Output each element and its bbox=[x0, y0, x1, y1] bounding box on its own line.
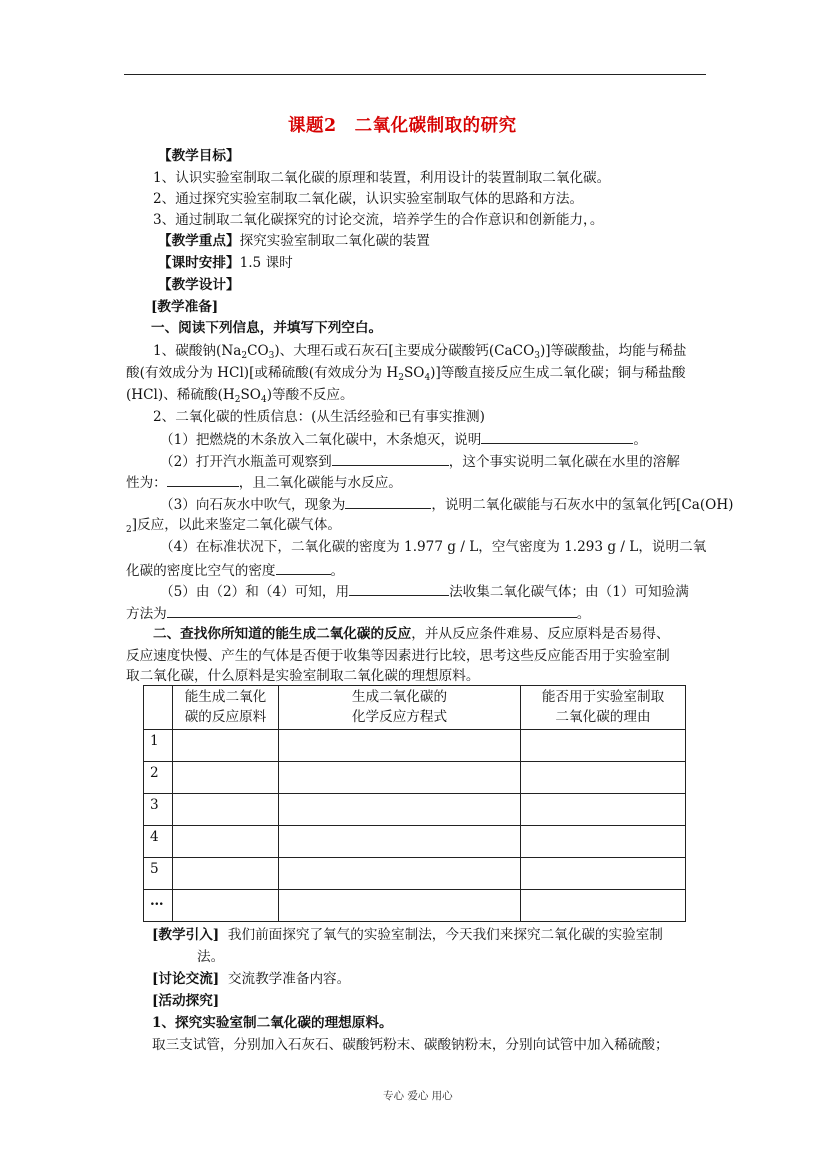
answer-blank[interactable] bbox=[349, 581, 449, 596]
text: （3）向石灰水中吹气，现象为 bbox=[160, 497, 346, 513]
text: SO bbox=[240, 387, 261, 403]
table-cell[interactable] bbox=[173, 826, 279, 858]
text: 酸(有效成分为 HCl)[或稀硫酸(有效成分为 H bbox=[126, 365, 399, 381]
table-cell[interactable] bbox=[173, 858, 279, 890]
text: 1、碳酸钠(Na bbox=[153, 343, 242, 359]
text: )]等碳酸盐，均能与稀盐 bbox=[539, 343, 687, 359]
answer-blank[interactable] bbox=[332, 451, 449, 466]
table-cell[interactable] bbox=[279, 794, 521, 826]
discuss-line bbox=[152, 970, 350, 988]
answer-blank[interactable] bbox=[276, 560, 331, 575]
goal-3: 3、通过制取二氧化碳探究的讨论交流，培养学生的合作意识和创新能力，。 bbox=[153, 212, 604, 228]
discuss-heading: [讨论交流] bbox=[152, 971, 220, 987]
header-cell bbox=[173, 686, 279, 730]
text: 。 bbox=[633, 432, 647, 448]
header-text: 化学反应方程式 bbox=[351, 709, 448, 725]
prep-heading: [教学准备] bbox=[151, 299, 219, 315]
table-row bbox=[144, 762, 686, 794]
part2-heading: 二、查找你所知道的能生成二氧化碳的反应 bbox=[153, 626, 412, 642]
hours-text: 1.5 课时 bbox=[239, 255, 293, 271]
table-cell[interactable] bbox=[521, 730, 686, 762]
intro-line-1 bbox=[152, 926, 663, 944]
text: ，且二氧化碳能与水反应。 bbox=[238, 475, 402, 491]
table-cell[interactable] bbox=[279, 730, 521, 762]
text: （2）打开汽水瓶盖可观察到 bbox=[160, 454, 332, 470]
subscript: 3 bbox=[534, 351, 540, 361]
part2-line-3: 取二氧化碳，什么原料是实验室制取二氧化碳的理想原料。 bbox=[126, 668, 480, 684]
text: )]等酸直接反应生成二氧化碳；铜与稀盐酸 bbox=[430, 365, 686, 381]
part2-line-1 bbox=[153, 625, 670, 643]
info-1-line-1 bbox=[153, 342, 687, 365]
table-row bbox=[144, 890, 686, 922]
question-5 bbox=[160, 581, 689, 601]
header-text: 能否用于实验室制取 bbox=[541, 689, 665, 705]
table-row bbox=[144, 794, 686, 826]
table-row bbox=[144, 730, 686, 762]
text: )、大理石或石灰石[主要成分碳酸钙(CaCO bbox=[274, 343, 535, 359]
header-text: 碳的反应原料 bbox=[184, 709, 267, 725]
subscript: 4 bbox=[424, 373, 431, 383]
focus-line bbox=[158, 232, 430, 250]
subscript: 2 bbox=[234, 395, 241, 405]
page-title: 课题2 二氧化碳制取的研究 bbox=[288, 116, 517, 136]
answer-blank[interactable] bbox=[167, 603, 577, 618]
text: ，说明二氧化碳能与石灰水中的氢氧化钙[Ca(OH) bbox=[431, 497, 734, 513]
row-number: 4 bbox=[150, 829, 159, 845]
text: ，这个事实说明二氧化碳在水里的溶解 bbox=[448, 454, 680, 470]
text: )等酸不反应。 bbox=[266, 387, 354, 403]
activity-heading: [活动探究] bbox=[152, 993, 220, 1009]
table-cell[interactable] bbox=[279, 826, 521, 858]
text: 交流教学准备内容。 bbox=[227, 971, 351, 987]
info-1-line-3 bbox=[126, 386, 354, 409]
subscript: 2 bbox=[126, 525, 132, 535]
row-number-cell bbox=[144, 794, 173, 826]
row-number-cell bbox=[144, 858, 173, 890]
header-cell bbox=[279, 686, 521, 730]
table-row bbox=[144, 858, 686, 890]
header-cell bbox=[144, 686, 173, 730]
design-heading: 【教学设计】 bbox=[158, 277, 240, 293]
intro-line-2: 法。 bbox=[197, 949, 225, 965]
header-rule bbox=[124, 74, 706, 75]
text: 方法为 bbox=[126, 606, 167, 622]
text: 。 bbox=[330, 563, 345, 579]
table-cell[interactable] bbox=[173, 730, 279, 762]
text: 法收集二氧化碳气体；由（1）可知验满 bbox=[449, 584, 689, 600]
text: （5）由（2）和（4）可知，用 bbox=[160, 584, 350, 600]
row-number-cell bbox=[144, 762, 173, 794]
table-cell[interactable] bbox=[521, 794, 686, 826]
answer-blank[interactable] bbox=[345, 494, 431, 509]
info-2: 2、二氧化碳的性质信息：(从生活经验和已有事实推测) bbox=[153, 409, 485, 425]
text: ，并从反应条件难易、反应原料是否易得、 bbox=[411, 626, 670, 642]
part1-heading: 一、阅读下列信息，并填写下列空白。 bbox=[151, 320, 383, 336]
hours-line bbox=[158, 254, 293, 272]
text: SO bbox=[403, 365, 425, 381]
table-cell[interactable] bbox=[279, 858, 521, 890]
table-cell[interactable] bbox=[173, 762, 279, 794]
question-3 bbox=[160, 494, 733, 514]
table-cell[interactable] bbox=[173, 794, 279, 826]
hours-heading: 【课时安排】 bbox=[158, 255, 240, 271]
activity-1-text: 取三支试管，分别加入石灰石、碳酸钙粉末、碳酸钠粉末，分别向试管中加入稀硫酸； bbox=[152, 1037, 669, 1053]
focus-text: 探究实验室制取二氧化碳的装置 bbox=[239, 233, 430, 249]
row-number-cell bbox=[144, 730, 173, 762]
row-number: … bbox=[150, 893, 164, 909]
text: 我们前面探究了氧气的实验室制法，今天我们来探究二氧化碳的实验室制 bbox=[227, 927, 663, 943]
goals-heading: 【教学目标】 bbox=[158, 148, 240, 164]
text: 。 bbox=[576, 606, 591, 622]
answer-blank[interactable] bbox=[481, 429, 633, 444]
subscript: 3 bbox=[268, 351, 275, 361]
question-3-cont bbox=[126, 516, 341, 539]
text: 化碳的密度比空气的密度 bbox=[126, 563, 276, 579]
activity-1-heading: 1、探究实验室制二氧化碳的理想原料。 bbox=[152, 1015, 393, 1031]
text: CO bbox=[247, 343, 269, 359]
subscript: 2 bbox=[398, 373, 404, 383]
row-number-cell bbox=[144, 826, 173, 858]
question-2 bbox=[160, 451, 680, 471]
reaction-table bbox=[143, 685, 686, 922]
header-text: 能生成二氧化 bbox=[184, 689, 267, 705]
question-4: （4）在标准状况下，二氧化碳的密度为 1.977 g / L，空气密度为 1.293 g / L，说明二氧 bbox=[160, 539, 707, 555]
table-cell[interactable] bbox=[173, 890, 279, 922]
row-number-cell bbox=[144, 890, 173, 922]
text: 性为： bbox=[126, 475, 167, 491]
header-cell bbox=[521, 686, 686, 730]
table-cell[interactable] bbox=[279, 890, 521, 922]
question-2-cont bbox=[126, 472, 402, 492]
question-4-cont bbox=[126, 560, 344, 580]
subscript: 4 bbox=[260, 395, 267, 405]
goal-1: 1、认识实验室制取二氧化碳的原理和装置，利用设计的装置制取二氧化碳。 bbox=[153, 170, 611, 186]
row-number: 3 bbox=[150, 797, 159, 813]
table-cell[interactable] bbox=[279, 762, 521, 794]
table-cell[interactable] bbox=[521, 762, 686, 794]
focus-heading: 【教学重点】 bbox=[158, 233, 240, 249]
info-1-line-2 bbox=[126, 364, 685, 387]
header-text: 二氧化碳的理由 bbox=[555, 709, 651, 725]
text: (HCl)、稀硫酸(H bbox=[126, 387, 235, 403]
page-footer: 专心 爱心 用心 bbox=[383, 1090, 453, 1102]
table-row bbox=[144, 826, 686, 858]
row-number: 1 bbox=[150, 733, 159, 749]
goal-2: 2、通过探究实验室制取二氧化碳，认识实验室制取气体的思路和方法。 bbox=[153, 191, 584, 207]
text: （1）把燃烧的木条放入二氧化碳中，木条熄灭，说明 bbox=[160, 432, 482, 448]
answer-blank[interactable] bbox=[167, 472, 239, 487]
text: ]反应，以此来鉴定二氧化碳气体。 bbox=[131, 517, 341, 533]
question-5-cont bbox=[126, 603, 590, 623]
question-1 bbox=[160, 429, 647, 449]
table-cell[interactable] bbox=[521, 890, 686, 922]
header-text: 生成二氧化碳的 bbox=[351, 689, 448, 705]
table-cell[interactable] bbox=[521, 826, 686, 858]
row-number: 2 bbox=[150, 765, 159, 781]
row-number: 5 bbox=[150, 861, 159, 877]
table-header-row bbox=[144, 686, 686, 730]
part2-line-2: 反应速度快慢、产生的气体是否便于收集等因素进行比较，思考这些反应能否用于实验室制 bbox=[126, 648, 670, 664]
table-cell[interactable] bbox=[521, 858, 686, 890]
intro-heading: [教学引入] bbox=[152, 927, 220, 943]
subscript: 2 bbox=[241, 351, 248, 361]
